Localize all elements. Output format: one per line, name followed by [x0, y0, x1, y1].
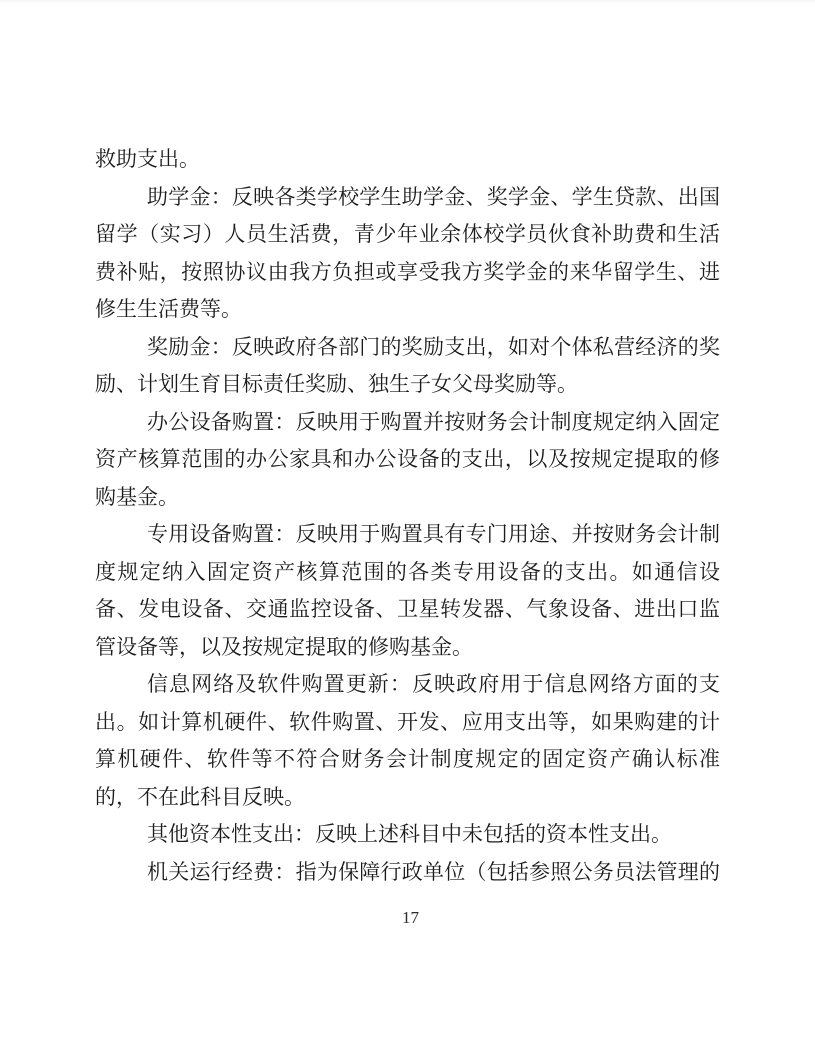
text-line: 奖励金：反映政府各部门的奖励支出，如对个体私营经济的奖	[147, 334, 720, 359]
text-line: 购基金。	[95, 484, 179, 509]
text-line: 励、计划生育目标责任奖励、独生子女父母奖励等。	[95, 372, 578, 396]
text-line: 信息网络及软件购置更新：反映政府用于信息网络方面的支	[147, 672, 720, 696]
text-line: 机关运行经费：指为保障行政单位（包括参照公务员法管理的	[147, 859, 720, 884]
text-block	[95, 141, 720, 891]
text-line: 专用设备购置：反映用于购置具有专门用途、并按财务会计制	[147, 522, 720, 546]
text-line: 管设备等，以及按规定提取的修购基金。	[95, 634, 473, 659]
text-line: 费补贴，按照协议由我方负担或享受我方奖学金的来华留学生、进	[95, 259, 720, 284]
text-line: 度规定纳入固定资产核算范围的各类专用设备的支出。如通信设	[95, 559, 720, 584]
text-line: 修生生活费等。	[95, 297, 242, 321]
text-line: 出。如计算机硬件、软件购置、开发、应用支出等，如果购建的计	[95, 709, 720, 734]
text-line: 备、发电设备、交通监控设备、卫星转发器、气象设备、进出口监	[95, 597, 720, 621]
page-number: 17	[402, 908, 419, 927]
text-line: 留学（实习）人员生活费，青少年业余体校学员伙食补助费和生活	[95, 222, 720, 246]
text-line: 算机硬件、软件等不符合财务会计制度规定的固定资产确认标准	[95, 747, 720, 771]
text-line: 其他资本性支出：反映上述科目中未包括的资本性支出。	[147, 822, 672, 846]
text-line: 救助支出。	[95, 147, 200, 171]
page-top-edge	[0, 0, 815, 2]
text-line: 办公设备购置：反映用于购置并按财务会计制度规定纳入固定	[147, 409, 720, 434]
text-line: 资产核算范围的办公家具和办公设备的支出，以及按规定提取的修	[95, 447, 720, 471]
text-line: 助学金：反映各类学校学生助学金、奖学金、学生贷款、出国	[147, 184, 720, 209]
text-line: 的，不在此科目反映。	[95, 784, 305, 809]
